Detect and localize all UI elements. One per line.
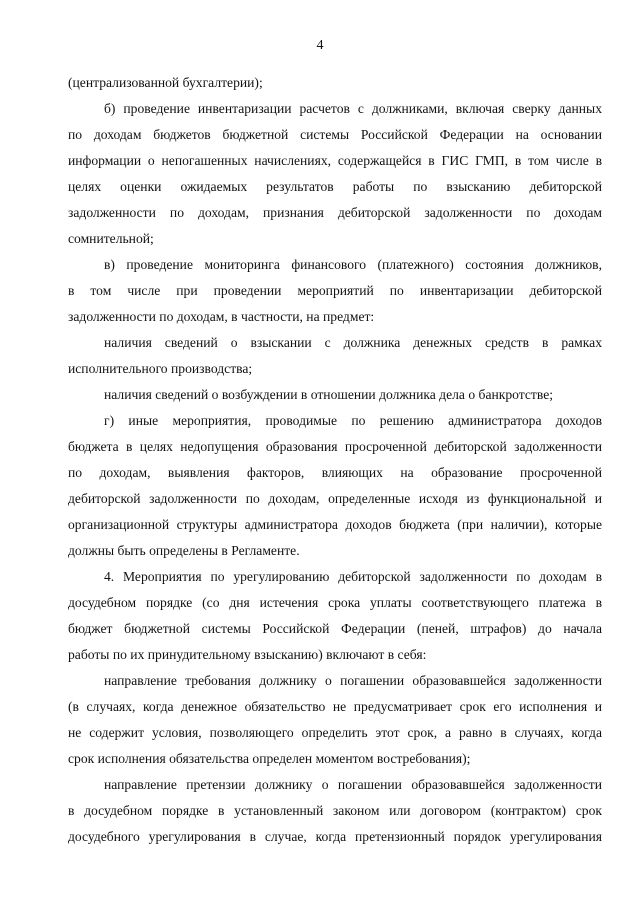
text-line: задолженности по доходам, признания дебиторской задолженности по доходам	[68, 205, 602, 220]
paragraph	[68, 252, 602, 330]
text-line: по доходам, выявления факторов, влияющих на образование просроченной	[68, 465, 602, 480]
text-line: не содержит условия, позволяющего определить этот срок, а равно в случаях, когда	[68, 725, 602, 740]
page-number: 4	[316, 38, 324, 53]
paragraph	[68, 408, 602, 564]
text-line: бюджет бюджетной системы Российской Федерации (пеней, штрафов) до начала	[68, 621, 602, 636]
text-line: в досудебном порядке в установленный законом или договором (контрактом) срок	[68, 803, 602, 818]
text-line: целях оценки ожидаемых результатов работы по взысканию дебиторской	[68, 179, 602, 194]
paragraph	[68, 382, 602, 408]
text-line: по доходам бюджетов бюджетной системы Российской Федерации на основании	[68, 127, 602, 142]
paragraph	[68, 330, 602, 382]
text-line: в том числе при проведении мероприятий по инвентаризации дебиторской	[68, 283, 602, 298]
text-line: наличия сведений о возбуждении в отношении должника дела о банкротстве;	[104, 387, 554, 402]
text-line: должны быть определены в Регламенте.	[68, 543, 300, 558]
text-line: б) проведение инвентаризации расчетов с должниками, включая сверку данных	[104, 101, 602, 116]
paragraph	[68, 96, 602, 252]
text-line: г) иные мероприятия, проводимые по решению администратора доходов	[104, 413, 602, 428]
document-body	[68, 70, 602, 850]
paragraph	[68, 564, 602, 668]
text-line: досудебном порядке (со дня истечения срока уплаты соответствующего платежа в	[68, 595, 602, 610]
text-line: бюджета в целях недопущения образования просроченной дебиторской задолженности	[68, 439, 602, 454]
paragraph	[68, 668, 602, 772]
text-line: (централизованной бухгалтерии);	[68, 75, 263, 90]
text-line: направление претензии должнику о погашении образовавшейся задолженности	[104, 777, 602, 792]
paragraph	[68, 772, 602, 850]
text-line: работы по их принудительному взысканию) включают в себя:	[68, 647, 427, 662]
text-line: наличия сведений о взыскании с должника денежных средств в рамках	[104, 335, 602, 350]
text-line: сомнительной;	[68, 231, 154, 246]
text-line: информации о непогашенных начислениях, содержащейся в ГИС ГМП, в том числе в	[68, 153, 602, 168]
text-line: направление требования должнику о погашении образовавшейся задолженности	[104, 673, 602, 688]
text-line: срок исполнения обязательства определен моментом востребования);	[68, 751, 471, 766]
paragraph	[68, 70, 602, 96]
text-line: дебиторской задолженности по доходам, определенные исходя из функциональной и	[68, 491, 602, 506]
text-line: задолженности по доходам, в частности, на предмет:	[68, 309, 375, 324]
text-line: досудебного урегулирования в случае, когда претензионный порядок урегулирования	[68, 829, 602, 844]
text-line: исполнительного производства;	[68, 361, 253, 376]
text-line: организационной структуры администратора доходов бюджета (при наличии), которые	[68, 517, 602, 532]
text-line: (в случаях, когда денежное обязательство не предусматривает срок его исполнения и	[68, 699, 602, 714]
text-line: 4. Мероприятия по урегулированию дебиторской задолженности по доходам в	[104, 569, 602, 584]
text-line: в) проведение мониторинга финансового (платежного) состояния должников,	[104, 257, 602, 272]
